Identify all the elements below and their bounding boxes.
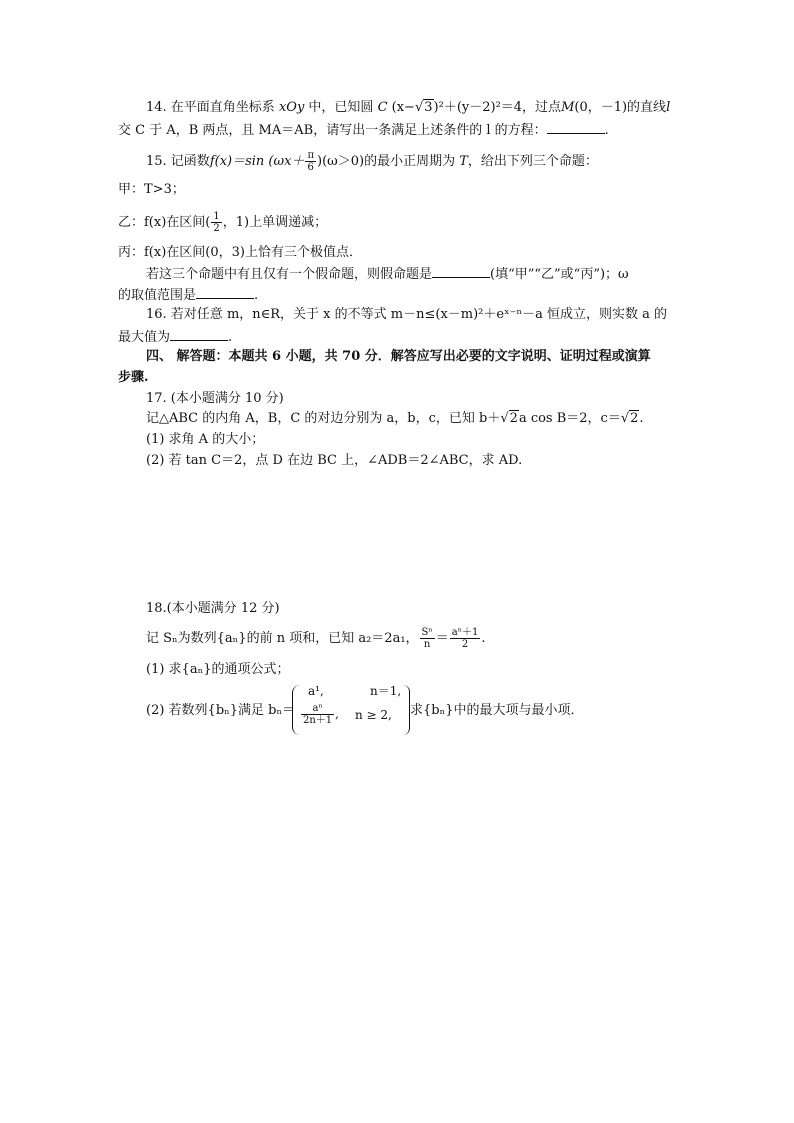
fraction: $\frac{1}{2}$ [213,211,220,234]
q18-part-2-tail: 求{bₙ}中的最大项与最小项． [410,703,584,718]
answer-blank[interactable] [170,328,228,341]
q18-text: . [481,631,486,646]
q14-line-1: 14. 在平面直角坐标系 xOy 中，已知圆 C (x−√3)²＋(y－2)²＝4，过点M(0，－1)的直线l [146,100,671,115]
q18-part-2-lead: (2) 若数列{bₙ}满足 bₙ＝ [146,703,296,718]
fraction: $\frac{\text{aⁿ}}{2n+1}$ [303,703,333,726]
q14-text: . [604,123,609,138]
q15-text: . [254,288,259,303]
q17-text: 记△ABC 的内角 A，B，C 的对边分别为 a，b，c，已知 b＋ [146,411,501,426]
q15-proposition-bing: 丙：f(x)在区间(0，3)上恰有三个极值点． [118,245,362,260]
q16-text: 最大值为 [118,330,171,345]
q15-period: T [459,154,468,169]
q17-statement: 记△ABC 的内角 A，B，C 的对边分别为 a，b，c，已知 b＋√2a cos B＝2，c＝√2. [146,411,644,426]
q18-statement [146,627,486,650]
answer-blank[interactable] [432,265,490,278]
q18-part-1: (1) 求{aₙ}的通项公式； [146,662,290,677]
answer-blank[interactable] [547,121,605,134]
q15-question-line-2 [118,286,258,304]
q14-text: (0，－1)的直线 [574,100,667,115]
q15-text: 15. 记函数 [146,154,210,169]
q17-sqrt: 2 [630,411,639,426]
q17-text: a cos B＝2，c＝ [518,411,621,426]
piecewise-case-1-cond: n＝1, [370,684,402,698]
q17-part-1: (1) 求角 A 的大小； [146,432,265,447]
q14-text: 14. 在平面直角坐标系 [146,100,279,115]
q15-text: 若这三个命题中有且仅有一个假命题，则假命题是 [146,267,433,282]
section-heading-cont: 步骤. [118,370,149,385]
q14-coord-name: xOy [278,100,305,115]
answer-blank[interactable] [196,286,254,299]
q17-text: . [639,411,644,426]
q16-line-2 [118,328,232,346]
q15-question-line-1 [146,265,629,283]
q14-line-name: l [666,100,671,115]
fraction: $\frac{\pi}{6}$ [307,150,315,173]
q15-text: 乙：f(x)在区间( [118,215,211,230]
q17-part-2: (2) 若 tan C＝2，点 D 在边 BC 上，∠ADB＝2∠ABC，求 AD. [146,453,523,468]
q15-line-1 [146,150,598,173]
q15-text: (填“甲”“乙”或“丙”)；ω [490,267,629,282]
q14-text: )²＋(y－2)²＝4，过点 [433,100,562,115]
q16-line-1: 16. 若对任意 m，n∈R，关于 x 的不等式 m－n≤(x－m)²＋eˣ⁻ⁿ－a 恒成立，则实数 a 的 [146,307,667,322]
q14-text: 交 C 于 A，B 两点，且 MA＝AB，请写出一条满足上述条件的 l 的方程： [118,123,547,138]
fraction: $\frac{\text{aⁿ＋1}}{2}$ [451,627,479,650]
piecewise-case-1-expr: a¹, [308,684,324,698]
q15-text: ，1)上单调递减； [222,215,328,230]
q14-text: (x− [387,100,415,115]
q15-proposition-yi [118,211,327,234]
q15-text: 的取值范围是 [118,288,197,303]
q14-line-2 [118,121,609,139]
q14-circle-name: C [377,100,388,115]
q16-text: . [228,330,233,345]
q17-sqrt: 2 [509,411,518,426]
q18-text: 记 Sₙ为数列{aₙ}的前 n 项和，已知 a₂＝2a₁， [146,631,419,646]
piecewise-case-2-expr: $\frac{\text{aⁿ}}{2n+1}$ , [303,703,339,726]
q15-function: f(x)＝sin (ωx＋ [209,154,305,169]
fraction: $\frac{\text{Sⁿ}}{n}$ [421,627,433,650]
section-heading: 四、 解答题：本题共 6 小题，共 70 分．解答应写出必要的文字说明、证明过程或演算 [146,349,651,364]
q17-title: 17. (本小题满分 10 分) [146,391,284,406]
q18-text: ＝ [435,631,449,646]
q14-sqrt: 3 [424,100,433,115]
q15-text: ，给出下列三个命题： [467,154,598,169]
q14-text: 中，已知圆 [304,100,378,115]
q15-text: )(ω＞0)的最小正周期为 [317,154,460,169]
piecewise-case-2-cond: n ≥ 2, [355,708,392,722]
q15-proposition-jia: 甲：T>3； [118,182,185,197]
q14-point-name: M [561,100,575,115]
q18-title: 18.(本小题满分 12 分) [146,601,280,616]
piecewise-brace-right [403,685,410,735]
